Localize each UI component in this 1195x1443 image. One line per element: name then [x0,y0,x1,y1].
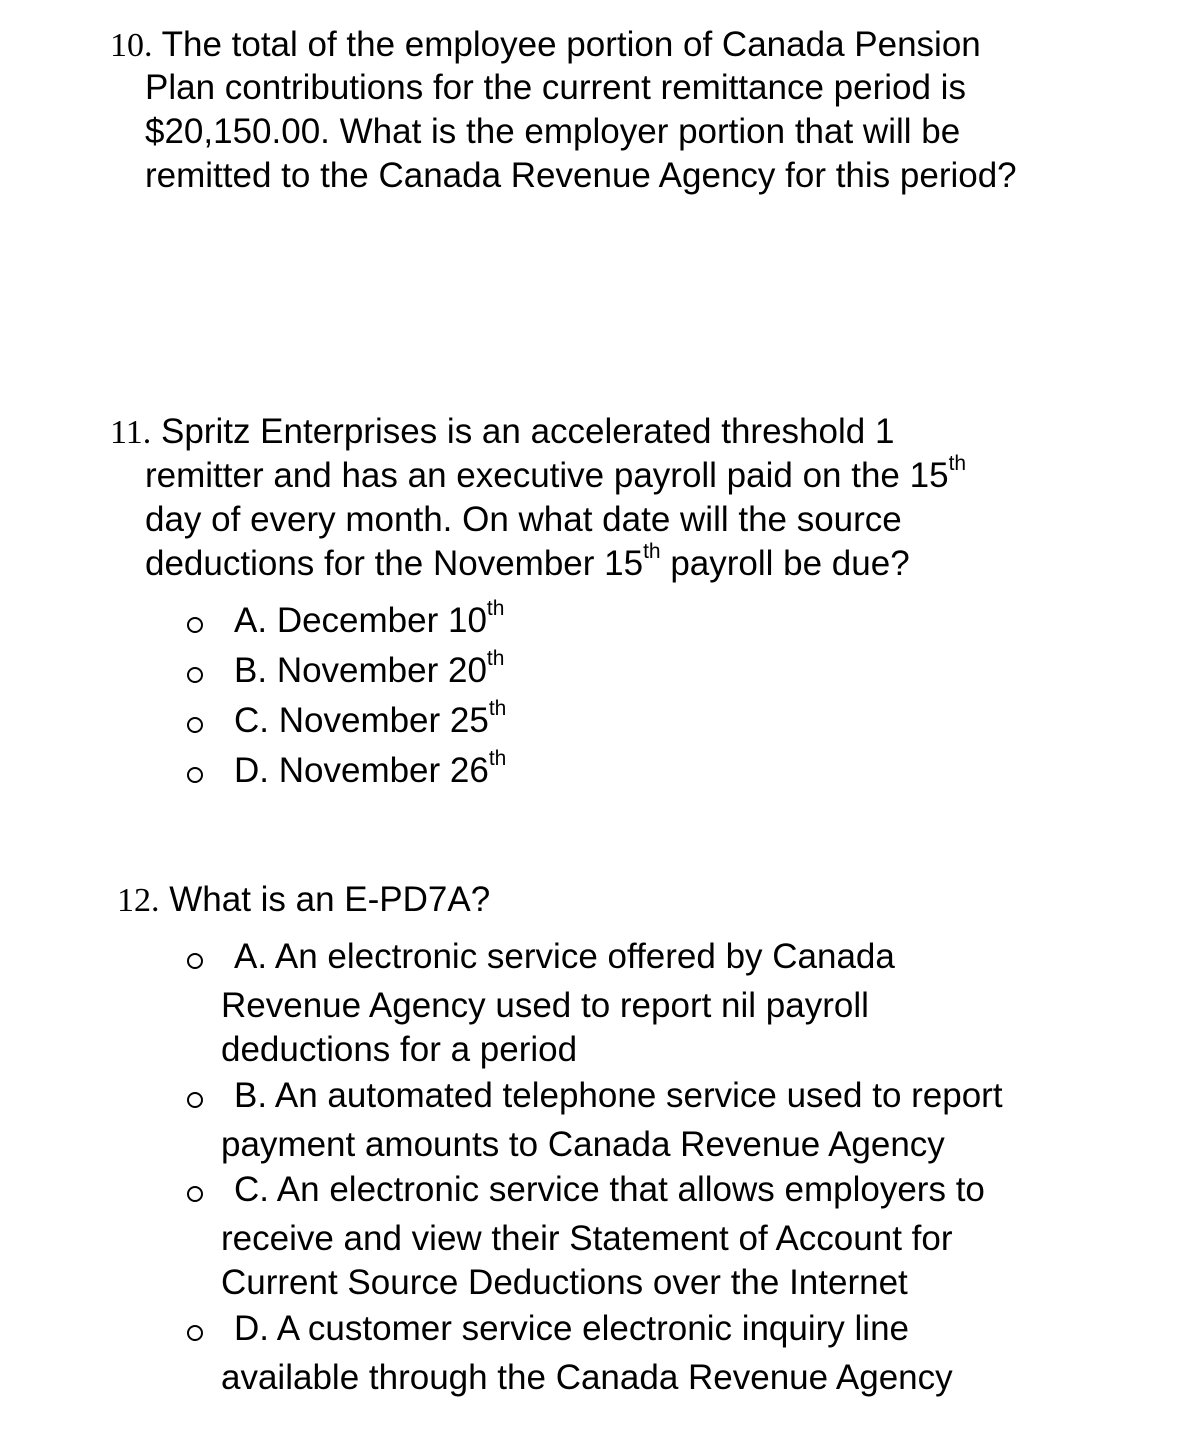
option-11-b [234,647,505,691]
option-text: November 25 [278,701,489,740]
option-12-b-line-2: payment amounts to Canada Revenue Agency [221,1125,945,1164]
radio-option-11-a[interactable] [187,617,203,633]
question-10-number: 10. [110,27,153,64]
radio-option-11-b[interactable] [187,667,203,683]
option-letter: D. [234,751,269,790]
option-12-d-line-1 [234,1309,909,1349]
question-11-stem-line-3: day of every month. On what date will the source [145,500,902,539]
question-11-stem-line-4 [145,540,910,584]
radio-option-12-d[interactable] [187,1325,203,1341]
option-12-a-line-1 [234,937,895,977]
question-11-stem-line-4-pre: deductions for the November 15 [145,544,644,583]
ordinal-suffix: th [948,452,967,476]
radio-option-12-a[interactable] [187,953,203,969]
question-11-stem-line-4-post: payroll be due? [660,544,910,583]
option-12-a-line-2: Revenue Agency used to report nil payroll [221,986,869,1025]
ordinal-suffix: th [488,697,507,721]
option-letter: B. [234,1076,268,1115]
ordinal-suffix: th [643,540,661,564]
option-letter: B. [234,651,268,690]
question-12-number: 12. [117,882,160,919]
question-10-line-1 [110,25,981,66]
option-text: An electronic service offered by Canada [274,937,895,976]
question-12-stem: What is an E-PD7A? [169,880,491,919]
option-11-a [234,597,505,641]
question-11-stem-line-2-text: remitter and has an executive payroll paid on the 15 [145,456,949,495]
option-12-c-line-1 [234,1170,985,1210]
question-12-line-1 [117,880,490,921]
option-text: An automated telephone service used to report [274,1076,1003,1115]
question-10-stem-line-4: remitted to the Canada Revenue Agency for this period? [145,156,1017,195]
question-11-stem-line-1: Spritz Enterprises is an accelerated threshold 1 [160,412,895,451]
option-text: December 10 [276,601,487,640]
ordinal-suffix: th [488,747,507,771]
option-12-b-line-1 [234,1076,1003,1116]
option-11-d [234,747,507,791]
question-10-stem-line-2: Plan contributions for the current remittance period is [145,68,966,107]
option-12-a-line-3: deductions for a period [221,1030,578,1069]
option-12-d-line-2: available through the Canada Revenue Agency [221,1358,953,1397]
question-10-stem-line-3: $20,150.00. What is the employer portion that will be [145,112,961,151]
option-letter: D. [234,1309,269,1348]
option-text: November 26 [278,751,489,790]
option-letter: A. [234,937,268,976]
radio-option-11-d[interactable] [187,767,203,783]
radio-option-12-b[interactable] [187,1092,203,1108]
ordinal-suffix: th [486,647,505,671]
question-11-line-1 [110,412,894,453]
radio-option-11-c[interactable] [187,717,203,733]
option-12-c-line-2: receive and view their Statement of Account for [221,1219,953,1258]
option-letter: A. [234,601,268,640]
option-text: A customer service electronic inquiry line [276,1309,910,1348]
option-text: November 20 [276,651,487,690]
radio-option-12-c[interactable] [187,1186,203,1202]
option-letter: C. [234,1170,269,1209]
option-11-c [234,697,507,741]
question-10-stem-line-1: The total of the employee portion of Canada Pension [161,25,981,64]
ordinal-suffix: th [486,597,505,621]
question-11-stem-line-2 [145,452,967,496]
option-12-c-line-3: Current Source Deductions over the Internet [221,1263,908,1302]
option-text: An electronic service that allows employers to [276,1170,985,1209]
option-letter: C. [234,701,269,740]
question-11-number: 11. [110,414,152,451]
